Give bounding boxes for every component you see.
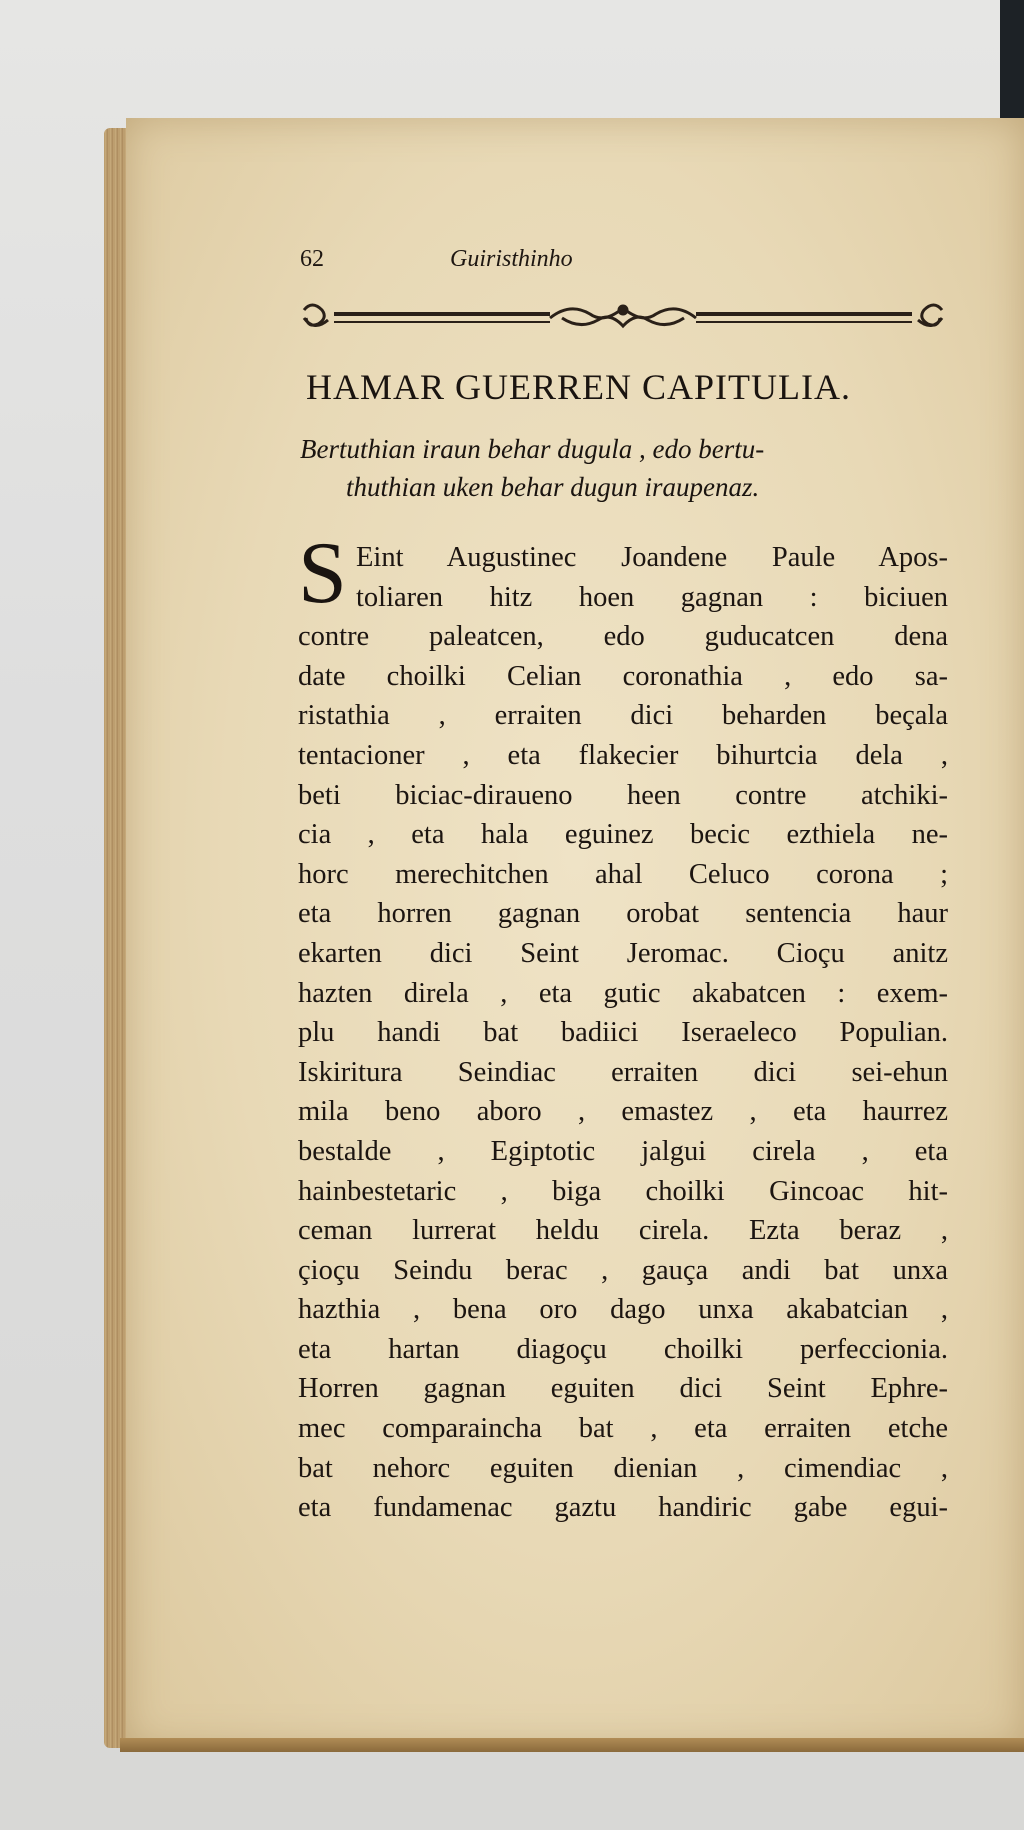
- ornament-divider-icon: [300, 296, 946, 340]
- page-number: 62: [300, 246, 324, 272]
- text-line: date choilki Celian coronathia , edo sa-: [298, 660, 948, 692]
- body-text: [298, 538, 948, 1528]
- text-line: eta fundamenac gaztu handiric gabe egui-: [298, 1492, 948, 1524]
- text-line: horc merechitchen ahal Celuco corona ;: [298, 858, 948, 890]
- text-line: çioçu Seindu berac , gauça andi bat unxa: [298, 1254, 948, 1286]
- text-line: ristathia , erraiten dici beharden beçala: [298, 700, 948, 732]
- page-bottom-edge: [120, 1738, 1024, 1752]
- text-line: cia , eta hala eguinez becic ezthiela ne-: [298, 819, 948, 851]
- text-line: hainbestetaric , biga choilki Gincoac hit-: [298, 1175, 948, 1207]
- text-line: Eint Augustinec Joandene Paule Apos-: [356, 542, 948, 573]
- text-line: eta hartan diagoçu choilki perfeccionia.: [298, 1333, 948, 1365]
- text-line: ceman lurrerat heldu cirela. Ezta beraz ,: [298, 1215, 948, 1247]
- text-line: plu handi bat badiici Iseraeleco Populian.: [298, 1017, 948, 1049]
- subtitle-line: Bertuthian iraun behar dugula , edo bertu-: [300, 434, 765, 464]
- text-line: Horren gagnan eguiten dici Seint Ephre-: [298, 1373, 948, 1405]
- chapter-title: HAMAR GUERREN CAPITULIA.: [306, 367, 851, 407]
- text-line: Iskiritura Seindiac erraiten dici sei-ehun: [298, 1056, 948, 1088]
- text-line: bestalde , Egiptotic jalgui cirela , eta: [298, 1135, 948, 1167]
- running-head: Guiristhinho: [450, 246, 573, 272]
- text-line: beti biciac-diraueno heen contre atchiki-: [298, 779, 948, 811]
- chapter-subtitle: [300, 430, 950, 506]
- text-line: mila beno aboro , emastez , eta haurrez: [298, 1096, 948, 1128]
- page-header: [300, 246, 950, 286]
- book-cover-edge: [1000, 0, 1024, 130]
- text-line: hazten direla , eta gutic akabatcen : exem-: [298, 977, 948, 1009]
- drop-cap: S: [298, 525, 347, 622]
- subtitle-line: thuthian uken behar dugun iraupenaz.: [346, 472, 760, 502]
- text-line: mec comparaincha bat , eta erraiten etche: [298, 1413, 948, 1445]
- text-line: hazthia , bena oro dago unxa akabatcian ,: [298, 1294, 948, 1326]
- text-line: bat nehorc eguiten dienian , cimendiac ,: [298, 1452, 948, 1484]
- text-line: contre paleatcen, edo guducatcen dena: [298, 621, 948, 653]
- text-line: ekarten dici Seint Jeromac. Cioçu anitz: [298, 937, 948, 969]
- text-line: toliaren hitz hoen gagnan : biciuen: [356, 581, 948, 613]
- text-line: tentacioner , eta flakecier bihurtcia dela ,: [298, 739, 948, 771]
- text-line: eta horren gagnan orobat sentencia haur: [298, 898, 948, 930]
